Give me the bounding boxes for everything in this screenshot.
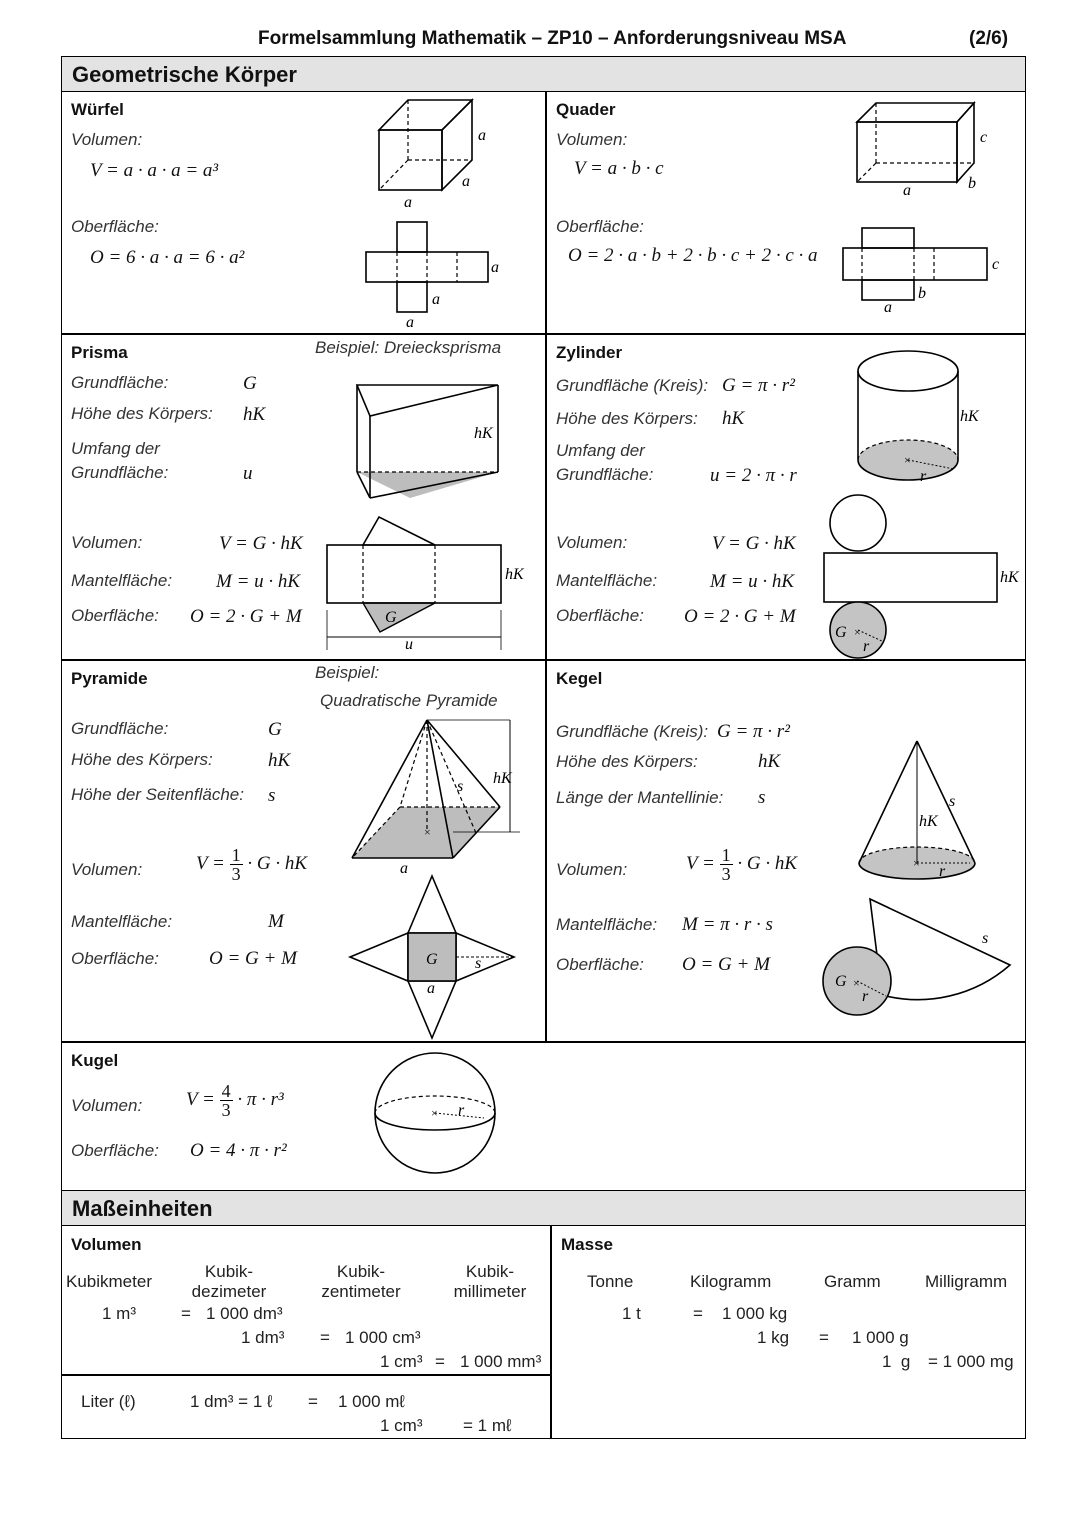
pyramide-slant-label: Höhe der Seitenfläche: <box>71 785 244 804</box>
wuerfel-edge-a: a <box>478 127 486 144</box>
kugel-sphere-figure <box>372 1052 502 1177</box>
prisma-height-label: Höhe des Körpers: <box>71 404 213 423</box>
masse-row2: 1 kg <box>757 1328 790 1347</box>
section-title-bodies: Geometrische Körper <box>61 56 1026 92</box>
zylinder-volume-label: Volumen: <box>556 533 628 552</box>
zylinder-perimeter-formula: u = 2 · π · r <box>710 465 797 486</box>
zylinder-radius-mark: r <box>920 468 927 485</box>
volumen-row2: = <box>320 1328 330 1347</box>
unit-header: Gramm <box>824 1272 881 1291</box>
zylinder-surface-label: Oberfläche: <box>556 606 644 625</box>
pyramide-example: Quadratische Pyramide <box>320 691 498 710</box>
pyramide-surface-label: Oberfläche: <box>71 949 159 968</box>
pyramide-pyramid-figure <box>345 715 530 880</box>
zylinder-title: Zylinder <box>556 343 623 362</box>
quader-surface-label: Oberfläche: <box>556 217 644 236</box>
prisma-surface-label: Oberfläche: <box>71 606 159 625</box>
prisma-base-symbol: G <box>243 373 257 394</box>
pyramide-net-edge: a <box>427 980 435 997</box>
pyramide-lateral-formula: M <box>268 911 284 932</box>
kugel-surface-label: Oberfläche: <box>71 1141 159 1160</box>
pyramide-net-slant: s <box>475 955 482 972</box>
unit-header: Milligramm <box>925 1272 1008 1291</box>
wuerfel-surface-label: Oberfläche: <box>71 217 159 236</box>
pyramide-slant-mark: s <box>457 778 464 795</box>
prisma-height-symbol: hK <box>243 404 266 425</box>
masse-row2: = <box>819 1328 829 1347</box>
kegel-net-radius: r <box>862 988 869 1005</box>
kugel-volume-label: Volumen: <box>71 1096 143 1115</box>
quader-edge-c: c <box>980 129 988 146</box>
masse-row3: 1 g <box>882 1352 911 1371</box>
prisma-volume-formula: V = G · hK <box>219 533 303 554</box>
pyramide-title: Pyramide <box>71 669 148 688</box>
quader-cuboid-figure <box>852 100 1002 200</box>
quader-net-a: a <box>884 299 892 316</box>
masse-row2: 1 000 g <box>852 1328 909 1347</box>
zylinder-net-height: hK <box>1000 569 1019 586</box>
kegel-slant-label: Länge der Mantellinie: <box>556 788 724 807</box>
kegel-surface-formula: O = G + M <box>682 954 770 975</box>
svg-text:×: × <box>424 825 431 839</box>
divider <box>61 1041 1026 1043</box>
prisma-triangular-figure <box>350 380 510 505</box>
wuerfel-net-figure <box>364 220 524 330</box>
liter-row1: = <box>308 1392 318 1411</box>
wuerfel-net-edge-a: a <box>406 314 414 331</box>
prisma-surface-formula: O = 2 · G + M <box>190 606 302 627</box>
quader-edge-a: a <box>903 182 911 199</box>
kegel-height-symbol: hK <box>758 751 781 772</box>
zylinder-lateral-formula: M = u · hK <box>710 571 795 592</box>
pyramide-lateral-label: Mantelfläche: <box>71 912 173 931</box>
wuerfel-surface-formula: O = 6 · a · a = 6 · a² <box>90 247 245 268</box>
wuerfel-volume-formula: V = a · a · a = a³ <box>90 160 219 181</box>
pyramide-slant-symbol: s <box>268 785 276 806</box>
kugel-title: Kugel <box>71 1051 119 1070</box>
divider <box>61 1374 551 1376</box>
unit-header: Kubik- dezimeter <box>191 1262 267 1301</box>
page-number: (2/6) <box>969 28 1009 49</box>
kugel-surface-formula: O = 4 · π · r² <box>190 1140 287 1161</box>
kegel-volume-formula: V = $\frac{1}{3}$ · G · hK <box>686 845 797 884</box>
svg-text:×: × <box>904 453 911 467</box>
zylinder-surface-formula: O = 2 · G + M <box>684 606 796 627</box>
volumen-row3: 1 cm³ <box>380 1352 423 1371</box>
masse-row1: 1 000 kg <box>722 1304 788 1323</box>
zylinder-lateral-label: Mantelfläche: <box>556 571 658 590</box>
prisma-net-height: hK <box>505 566 524 583</box>
pyramide-volume-formula: V = $\frac{1}{3}$ · G · hK <box>196 845 307 884</box>
zylinder-base-label: Grundfläche (Kreis): <box>556 376 709 395</box>
quader-net-c: c <box>992 256 1000 273</box>
kegel-base-label: Grundfläche (Kreis): <box>556 722 709 741</box>
zylinder-height-mark: hK <box>960 408 979 425</box>
pyramide-net-figure <box>348 873 518 1041</box>
kugel-volume-formula: V = $\frac{4}{3}$ · π · r³ <box>186 1081 284 1120</box>
unit-header: Kubik- zentimeter <box>321 1262 401 1301</box>
volumen-row1: 1 000 dm³ <box>206 1304 283 1323</box>
svg-text:×: × <box>431 1106 438 1120</box>
divider <box>61 333 1026 335</box>
pyramide-volume-label: Volumen: <box>71 860 143 879</box>
pyramide-base-label: Grundfläche: <box>71 719 169 738</box>
kegel-lateral-label: Mantelfläche: <box>556 915 658 934</box>
document-title: Formelsammlung Mathematik – ZP10 – Anforderungsniveau MSA <box>258 28 847 49</box>
prisma-net-figure <box>325 515 525 655</box>
volumen-row2: 1 000 cm³ <box>345 1328 421 1347</box>
volumen-row1: = <box>181 1304 191 1323</box>
masse-row1: = <box>693 1304 703 1323</box>
zylinder-perimeter-label: Umfang der <box>556 441 645 460</box>
kegel-surface-label: Oberfläche: <box>556 955 644 974</box>
pyramide-height-mark: hK <box>493 770 512 787</box>
pyramide-base-symbol: G <box>268 719 282 740</box>
zylinder-height-label: Höhe des Körpers: <box>556 409 698 428</box>
pyramide-height-label: Höhe des Körpers: <box>71 750 213 769</box>
quader-net-b: b <box>918 285 926 302</box>
zylinder-base-formula: G = π · r² <box>722 375 795 396</box>
quader-edge-b: b <box>968 175 976 192</box>
liter-row2: = 1 mℓ <box>463 1416 512 1435</box>
masse-row3: = 1 000 mg <box>928 1352 1014 1371</box>
quader-net-figure <box>840 226 1020 316</box>
wuerfel-net-edge-a: a <box>491 259 499 276</box>
kegel-cone-figure <box>855 738 985 883</box>
quader-volume-label: Volumen: <box>556 130 628 149</box>
quader-title: Quader <box>556 100 616 119</box>
volumen-row2: 1 dm³ <box>241 1328 285 1347</box>
unit-header: Kilogramm <box>690 1272 772 1291</box>
prisma-base-label: Grundfläche: <box>71 373 169 392</box>
kegel-net-slant: s <box>982 930 989 947</box>
kegel-title: Kegel <box>556 669 603 688</box>
prisma-net-perimeter: u <box>405 636 413 653</box>
kegel-height-label: Höhe des Körpers: <box>556 752 698 771</box>
wuerfel-title: Würfel <box>71 100 124 119</box>
wuerfel-edge-a: a <box>462 173 470 190</box>
prisma-lateral-label: Mantelfläche: <box>71 571 173 590</box>
zylinder-height-symbol: hK <box>722 408 745 429</box>
kegel-radius-mark: r <box>939 863 946 880</box>
unit-header: Kubik- millimeter <box>453 1262 527 1301</box>
prisma-lateral-formula: M = u · hK <box>216 571 301 592</box>
liter-row2: 1 cm³ <box>380 1416 423 1435</box>
liter-row1: 1 000 mℓ <box>338 1392 405 1411</box>
divider <box>545 92 547 1042</box>
pyramide-edge-a: a <box>400 860 408 877</box>
masse-row1: 1 t <box>622 1304 641 1323</box>
zylinder-volume-formula: V = G · hK <box>712 533 796 554</box>
kegel-volume-label: Volumen: <box>556 860 628 879</box>
masse-title: Masse <box>561 1235 613 1254</box>
pyramide-net-base: G <box>426 951 438 968</box>
zylinder-net-radius: r <box>863 638 870 655</box>
volumen-row3: = <box>435 1352 445 1371</box>
pyramide-surface-formula: O = G + M <box>209 948 297 969</box>
pyramide-height-symbol: hK <box>268 750 291 771</box>
kegel-net-base: G <box>835 973 847 990</box>
wuerfel-net-edge-a: a <box>432 291 440 308</box>
liter-row1: 1 dm³ = 1 ℓ <box>190 1392 273 1411</box>
volumen-row3: 1 000 mm³ <box>460 1352 542 1371</box>
zylinder-net-figure <box>820 492 1030 660</box>
prisma-title: Prisma <box>71 343 128 362</box>
prisma-perimeter-symbol: u <box>243 463 253 484</box>
kegel-slant-mark: s <box>949 793 956 810</box>
kegel-slant-symbol: s <box>758 787 766 808</box>
kegel-net-figure <box>820 895 1020 1020</box>
prisma-height-mark: hK <box>474 425 493 442</box>
prisma-perimeter-label: Grundfläche: <box>71 463 169 482</box>
svg-text:×: × <box>854 625 861 639</box>
prisma-volume-label: Volumen: <box>71 533 143 552</box>
zylinder-perimeter-label: Grundfläche: <box>556 465 654 484</box>
svg-text:×: × <box>913 856 920 870</box>
liter-label: Liter (ℓ) <box>81 1392 136 1411</box>
quader-surface-formula: O = 2 · a · b + 2 · b · c + 2 · c · a <box>568 245 818 266</box>
wuerfel-cube-figure <box>370 95 510 215</box>
kegel-base-formula: G = π · r² <box>717 721 790 742</box>
svg-text:×: × <box>853 976 860 990</box>
wuerfel-edge-a: a <box>404 194 412 211</box>
wuerfel-volume-label: Volumen: <box>71 130 143 149</box>
volumen-row1: 1 m³ <box>102 1304 136 1323</box>
kegel-lateral-formula: M = π · r · s <box>682 914 773 935</box>
prisma-perimeter-label: Umfang der <box>71 439 160 458</box>
divider <box>550 1226 552 1438</box>
prisma-net-base: G <box>385 609 397 626</box>
zylinder-net-base: G <box>835 624 847 641</box>
quader-volume-formula: V = a · b · c <box>574 158 664 179</box>
volumen-title: Volumen <box>71 1235 142 1254</box>
kugel-radius-mark: r <box>458 1102 465 1119</box>
kegel-height-mark: hK <box>919 813 938 830</box>
zylinder-cylinder-figure <box>850 345 990 490</box>
section-title-units: Maßeinheiten <box>61 1190 1026 1226</box>
unit-header: Kubikmeter <box>66 1272 152 1291</box>
unit-header: Tonne <box>587 1272 634 1291</box>
pyramide-example: Beispiel: <box>315 663 380 682</box>
prisma-example: Beispiel: Dreiecksprisma <box>315 338 502 357</box>
